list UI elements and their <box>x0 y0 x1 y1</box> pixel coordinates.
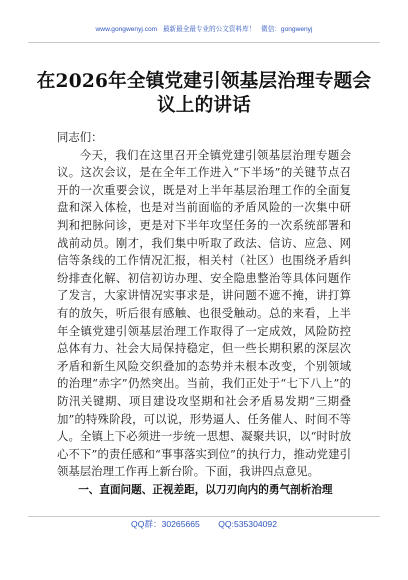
salutation: 同志们： <box>57 130 103 144</box>
document-body <box>57 129 351 499</box>
document-title: 在2026年全镇党建引领基层治理专题会议上的讲话 <box>36 71 372 116</box>
section-heading: 一、直面问题、正视差距，以刀刃向内的勇气剖析治理 <box>78 483 333 496</box>
header-tagline: 最新最全最专业的公文资料库！ <box>162 26 256 33</box>
header-website-link[interactable]: www.gongwenyj.com <box>95 26 158 33</box>
footer-qq: QQ:535304092 <box>218 519 277 529</box>
body-paragraph: 今天，我们在这里召开全镇党建引领基层治理专题会议。这次会议，是在全年工作进入“下半场”的关键节点召开的一次重要会议，既是对上半年基层治理工作的全面复盘和深入体检，也是对当前面临的矛盾风险的一次集中研判和把脉问诊，更是对下半年攻坚任务的一次系统部署和战前动员。刚才，我们集中听取了政法、信访、应急、网信等条线的工作情况汇报，相关村（社区）也围绕矛盾纠纷排查化解、初信初访办理、安全隐患整治等具体问题作了发言，大家讲情况实事求是，讲问题不遮不掩，讲打算有的放矢，听后很有感触、也很受触动。总的来看，上半年全镇党建引领基层治理工作取得了一定成效，风险防控总体有力、社会大局保持稳定，但一些长期积累的深层次矛盾和新生风险交织叠加的态势并未根本改变，个别领域的治理“赤字”仍然突出。当前，我们正处于“七下八上”的防汛关键期、项目建设攻坚期和社会矛盾易发期“三期叠加”的特殊阶段，可以说，形势逼人、任务催人、时间不等人。全镇上下必须进一步统一思想、凝聚共识，以“时时放心不下”的责任感和“事事落实到位”的执行力，推动党建引领基层治理工作再上新台阶。下面，我讲四点意见。 <box>57 147 351 479</box>
header-wechat: 微信：gongwenyj <box>261 26 313 33</box>
page-header <box>28 24 380 43</box>
footer-qq-group: QQ群：30265665 <box>131 519 200 529</box>
page-footer <box>28 516 380 533</box>
